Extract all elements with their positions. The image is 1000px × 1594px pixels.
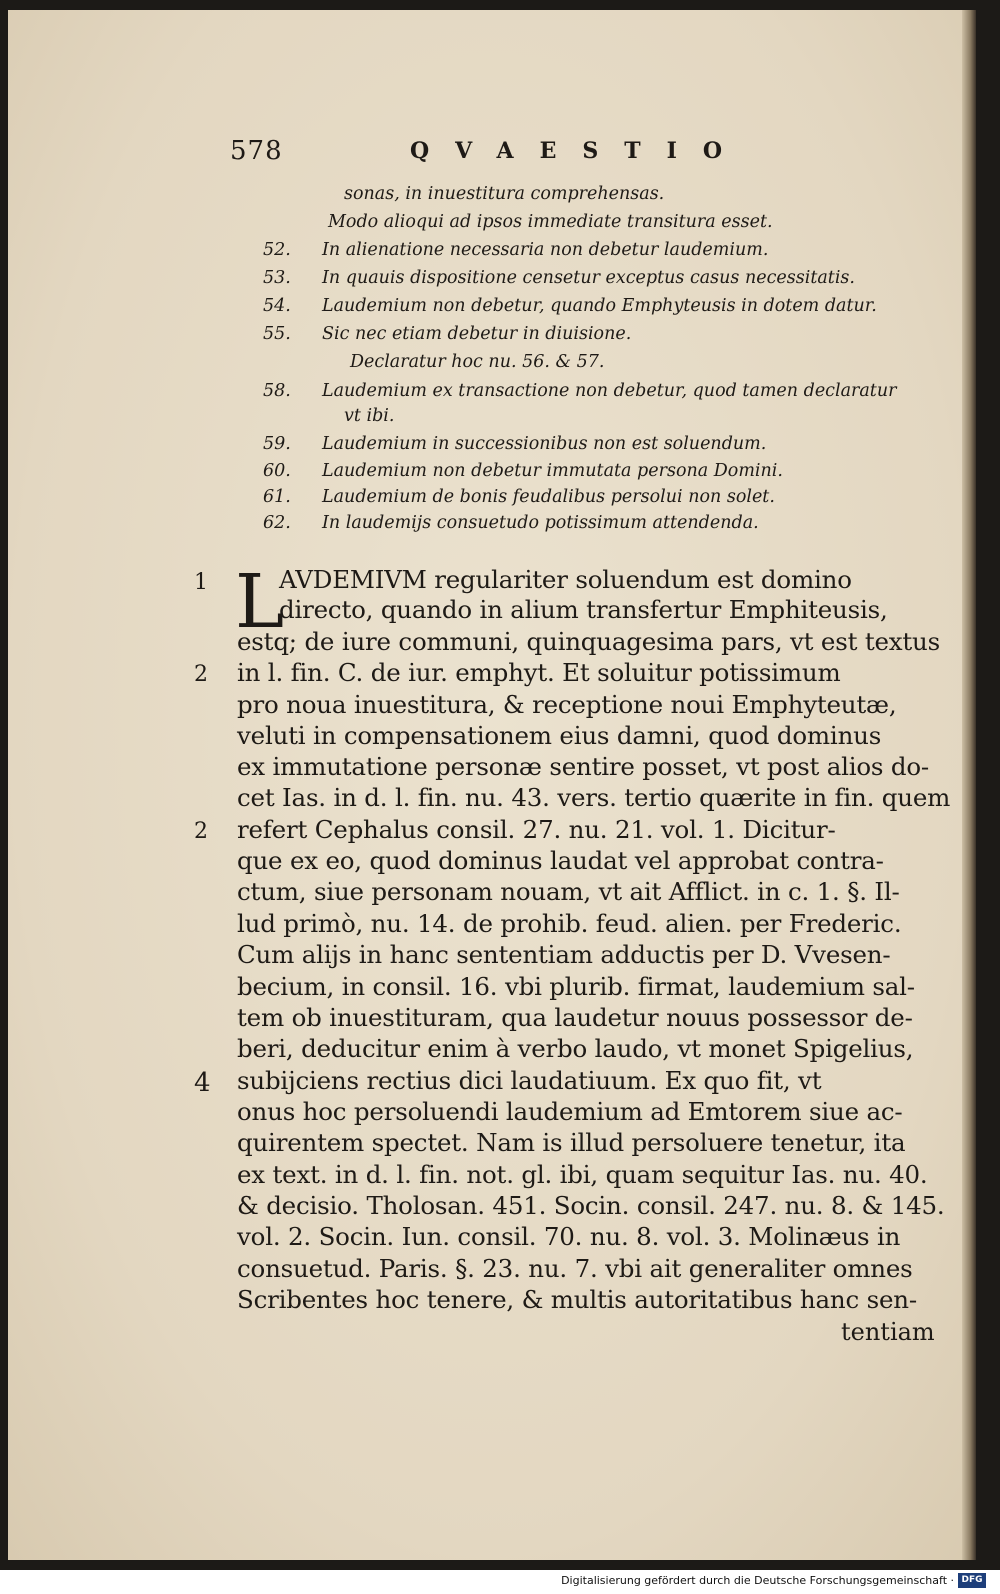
drop-cap: L [235, 559, 285, 645]
text-line: directo, quando in alium transfertur Emphiteusis, [279, 595, 888, 624]
index-number: 53. [263, 268, 291, 288]
index-number: 62. [263, 513, 291, 533]
text-line: & decisio. Tholosan. 451. Socin. consil. 247. nu. 8. & 145. [237, 1191, 945, 1220]
index-text: Sic nec etiam debetur in diuisione. [322, 324, 632, 344]
margin-number: 4 [194, 1068, 211, 1098]
index-number: 61. [263, 487, 291, 507]
text-line: que ex eo, quod dominus laudat vel approbat contra- [237, 846, 884, 875]
text-line: tem ob inuestituram, qua laudetur nouus possessor de- [237, 1003, 913, 1032]
margin-number: 2 [194, 662, 208, 687]
text-line: consuetud. Paris. §. 23. nu. 7. vbi ait generaliter omnes [237, 1254, 913, 1283]
index-number: 59. [263, 434, 291, 454]
book-spine [962, 10, 976, 1560]
index-text: In alienatione necessaria non debetur laudemium. [322, 240, 769, 260]
margin-number: 1 [194, 570, 208, 595]
text-line: subijciens rectius dici laudatiuum. Ex quo fit, vt [237, 1066, 822, 1095]
text-line: in l. fin. C. de iur. emphyt. Et soluitur potissimum [237, 658, 841, 687]
dfg-logo: DFG [958, 1573, 986, 1588]
index-text: Laudemium ex transactione non debetur, quod tamen declaratur [322, 381, 897, 401]
catchword: tentiam [841, 1318, 935, 1346]
footer-bar [0, 1570, 1000, 1594]
index-text: vt ibi. [344, 406, 395, 426]
text-line: estq; de iure communi, quinquagesima pars, vt est textus [237, 627, 940, 656]
text-line: ex immutatione personæ sentire posset, vt post alios do- [237, 752, 929, 781]
page-header [230, 136, 950, 176]
index-number: 58. [263, 381, 291, 401]
running-title: QVAESTIO [410, 138, 749, 164]
text-line: becium, in consil. 16. vbi plurib. firmat, laudemium sal- [237, 972, 915, 1001]
index-text: In quauis dispositione censetur exceptus casus necessitatis. [322, 268, 855, 288]
index-text: Modo alioqui ad ipsos immediate transitura esset. [328, 212, 773, 232]
text-line: refert Cephalus consil. 27. nu. 21. vol. 1. Dicitur- [237, 815, 836, 844]
margin-number: 2 [194, 819, 208, 844]
index-text: Laudemium in successionibus non est soluendum. [322, 434, 767, 454]
index-text: In laudemijs consuetudo potissimum attendenda. [322, 513, 759, 533]
text-line: beri, deducitur enim à verbo laudo, vt monet Spigelius, [237, 1034, 914, 1063]
index-number: 54. [263, 296, 291, 316]
digitization-credit: Digitalisierung gefördert durch die Deutsche Forschungsgemeinschaft · [561, 1574, 954, 1587]
text-line: vol. 2. Socin. Iun. consil. 70. nu. 8. vol. 3. Molinæus in [237, 1222, 901, 1251]
index-number: 55. [263, 324, 291, 344]
index-text: sonas, in inuestitura comprehensas. [344, 184, 665, 204]
index-number: 60. [263, 461, 291, 481]
index-text: Laudemium de bonis feudalibus persolui non solet. [322, 487, 775, 507]
index-text: Declaratur hoc nu. 56. & 57. [350, 352, 605, 372]
text-line: cet Ias. in d. l. fin. nu. 43. vers. tertio quærite in fin. quem [237, 783, 951, 812]
index-number: 52. [263, 240, 291, 260]
text-line: veluti in compensationem eius damni, quod dominus [237, 721, 882, 750]
text-line: ctum, siue personam nouam, vt ait Afflict. in c. 1. §. Il- [237, 877, 900, 906]
index-text: Laudemium non debetur immutata persona Domini. [322, 461, 783, 481]
text-line: Scribentes hoc tenere, & multis autoritatibus hanc sen- [237, 1285, 917, 1314]
index-text: Laudemium non debetur, quando Emphyteusis in dotem datur. [322, 296, 877, 316]
text-line: onus hoc persoluendi laudemium ad Emtorem siue ac- [237, 1097, 903, 1126]
text-line: pro noua inuestitura, & receptione noui Emphyteutæ, [237, 690, 897, 719]
text-line: Cum alijs in hanc sententiam adductis per D. Vvesen- [237, 940, 891, 969]
text-line: lud primò, nu. 14. de prohib. feud. alien. per Frederic. [237, 909, 902, 938]
text-line: ex text. in d. l. fin. not. gl. ibi, quam sequitur Ias. nu. 40. [237, 1160, 928, 1189]
book-page [8, 10, 976, 1560]
page-number: 578 [230, 136, 283, 166]
text-line: quirentem spectet. Nam is illud persoluere tenetur, ita [237, 1128, 906, 1157]
text-line: AVDEMIVM regulariter soluendum est domino [279, 565, 852, 594]
